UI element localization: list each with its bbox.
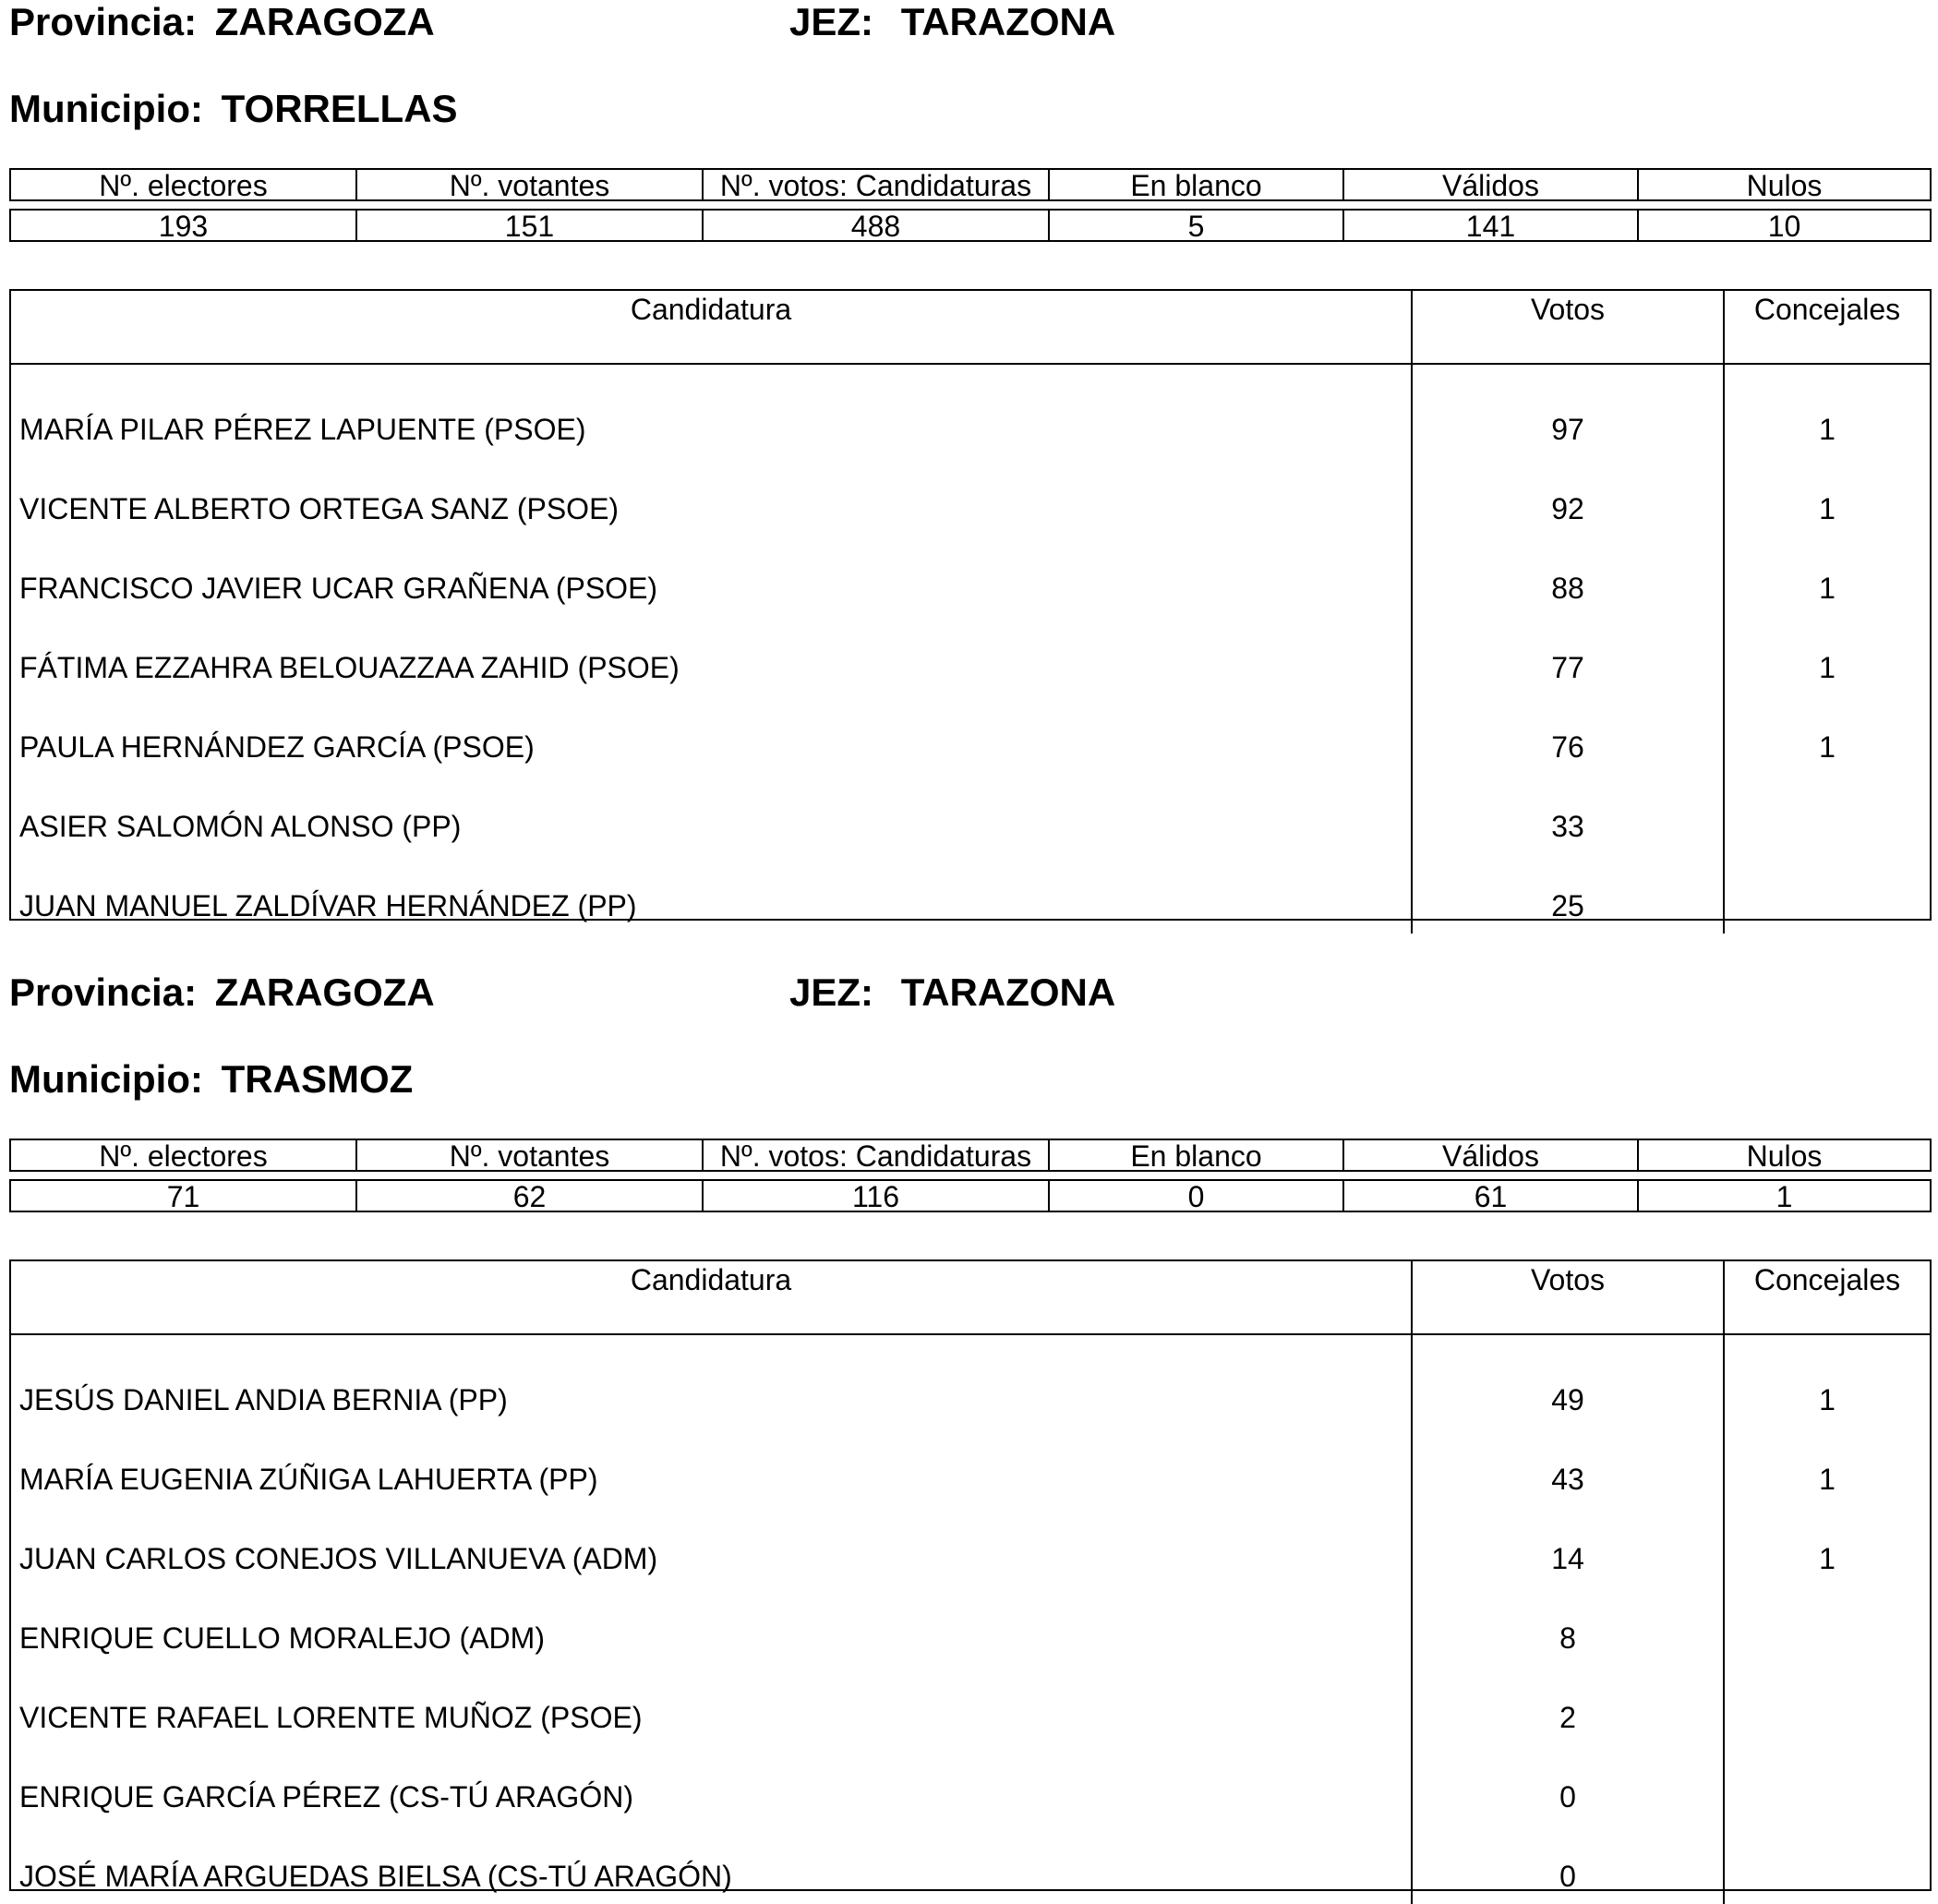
candidate-concejales: 1 <box>1819 730 1836 764</box>
municipio-value: TRASMOZ <box>221 1057 414 1101</box>
summary-value-cell: 193 <box>11 211 357 240</box>
municipio-label: Municipio: <box>9 87 203 130</box>
candidates-table <box>9 289 1932 921</box>
table-row <box>11 1586 1930 1666</box>
candidate-concejales <box>1725 1825 1930 1904</box>
provincia-label: Provincia: <box>9 970 198 1014</box>
summary-value-cell: 10 <box>1767 211 1801 240</box>
candidate-name: JUAN CARLOS CONEJOS VILLANUEVA (ADM) <box>11 1507 1413 1586</box>
municipio-label: Municipio: <box>9 1057 203 1101</box>
table-row <box>11 1428 1930 1507</box>
concejales-header: Concejales <box>1753 1263 1901 1296</box>
jez-value: TARAZONA <box>900 0 1116 43</box>
candidate-votos: 77 <box>1413 616 1725 695</box>
candidate-votos: 43 <box>1413 1428 1725 1507</box>
summary-table <box>9 168 1932 244</box>
candidate-votos: 2 <box>1413 1666 1725 1745</box>
table-row <box>11 1666 1930 1745</box>
summary-value-cell: 116 <box>704 1181 1050 1211</box>
table-row <box>11 1507 1930 1586</box>
candidate-concejales: 1 <box>1819 1542 1836 1575</box>
candidate-concejales <box>1725 1586 1930 1666</box>
candidate-name: JESÚS DANIEL ANDIA BERNIA (PP) <box>11 1335 1413 1428</box>
candidate-concejales: 1 <box>1819 492 1836 525</box>
provincia-label: Provincia: <box>9 0 198 43</box>
table-row <box>11 616 1930 695</box>
jez-value: TARAZONA <box>900 970 1116 1014</box>
candidates-body <box>11 1335 1930 1904</box>
summary-table <box>9 1139 1932 1214</box>
table-row <box>11 457 1930 536</box>
summary-value-cell: 488 <box>704 211 1050 240</box>
summary-value-cell: 1 <box>1775 1181 1793 1211</box>
summary-header-cell: Nulos <box>1746 1140 1823 1170</box>
provincia-heading <box>9 0 435 44</box>
candidate-concejales: 1 <box>1819 1463 1836 1496</box>
candidate-concejales <box>1725 775 1930 854</box>
table-row <box>11 854 1930 934</box>
candidate-votos: 92 <box>1413 457 1725 536</box>
candidate-name: ENRIQUE CUELLO MORALEJO (ADM) <box>11 1586 1413 1666</box>
candidate-concejales: 1 <box>1819 1383 1836 1416</box>
municipio-heading <box>9 87 458 131</box>
candidate-name: ENRIQUE GARCÍA PÉREZ (CS-TÚ ARAGÓN) <box>11 1745 1413 1825</box>
provincia-value: ZARAGOZA <box>214 970 435 1014</box>
summary-value-cell: 62 <box>357 1181 704 1211</box>
candidate-name: PAULA HERNÁNDEZ GARCÍA (PSOE) <box>11 695 1413 775</box>
votos-header: Votos <box>1413 291 1725 363</box>
summary-value-cell: 151 <box>357 211 704 240</box>
jez-label: JEZ: <box>789 0 874 43</box>
candidate-concejales: 1 <box>1819 413 1836 446</box>
summary-value-row <box>9 209 1932 242</box>
candidate-concejales <box>1725 854 1930 934</box>
candidate-votos: 33 <box>1413 775 1725 854</box>
summary-value-cell: 71 <box>11 1181 357 1211</box>
summary-header-cell: Nulos <box>1746 170 1823 199</box>
candidate-votos: 76 <box>1413 695 1725 775</box>
candidate-name: VICENTE RAFAEL LORENTE MUÑOZ (PSOE) <box>11 1666 1413 1745</box>
candidate-concejales: 1 <box>1819 572 1836 605</box>
candidate-votos: 0 <box>1413 1825 1725 1904</box>
summary-header-cell: Nº. votos: Candidaturas <box>704 1140 1050 1170</box>
candidate-concejales <box>1725 1745 1930 1825</box>
candidates-table <box>9 1259 1932 1891</box>
provincia-value: ZARAGOZA <box>214 0 435 43</box>
candidate-concejales: 1 <box>1819 651 1836 684</box>
candidatura-header: Candidatura <box>11 291 1413 363</box>
table-row <box>11 775 1930 854</box>
jez-heading <box>789 970 1115 1015</box>
municipio-value: TORRELLAS <box>221 87 458 130</box>
summary-header-row <box>9 1139 1932 1172</box>
table-row <box>11 1745 1930 1825</box>
candidate-concejales <box>1725 1666 1930 1745</box>
summary-header-cell: Válidos <box>1344 1140 1639 1170</box>
summary-header-cell: Nº. votos: Candidaturas <box>704 170 1050 199</box>
summary-value-cell: 61 <box>1344 1181 1639 1211</box>
candidate-name: ASIER SALOMÓN ALONSO (PP) <box>11 775 1413 854</box>
summary-header-cell: Nº. electores <box>11 1140 357 1170</box>
summary-header-cell: Nº. electores <box>11 170 357 199</box>
table-row <box>11 695 1930 775</box>
candidate-votos: 0 <box>1413 1745 1725 1825</box>
table-row <box>11 1335 1930 1428</box>
summary-value-row <box>9 1179 1932 1212</box>
candidate-votos: 25 <box>1413 854 1725 934</box>
table-row <box>11 365 1930 457</box>
votos-header: Votos <box>1413 1261 1725 1333</box>
candidate-name: VICENTE ALBERTO ORTEGA SANZ (PSOE) <box>11 457 1413 536</box>
candidate-name: FRANCISCO JAVIER UCAR GRAÑENA (PSOE) <box>11 536 1413 616</box>
candidate-votos: 97 <box>1413 365 1725 457</box>
table-row <box>11 536 1930 616</box>
summary-value-cell: 0 <box>1050 1181 1344 1211</box>
concejales-header: Concejales <box>1753 293 1901 326</box>
candidate-name: JOSÉ MARÍA ARGUEDAS BIELSA (CS-TÚ ARAGÓN) <box>11 1825 1413 1904</box>
summary-header-cell: Nº. votantes <box>357 170 704 199</box>
candidate-votos: 88 <box>1413 536 1725 616</box>
candidate-votos: 8 <box>1413 1586 1725 1666</box>
candidate-name: FÁTIMA EZZAHRA BELOUAZZAA ZAHID (PSOE) <box>11 616 1413 695</box>
candidate-votos: 14 <box>1413 1507 1725 1586</box>
candidate-votos: 49 <box>1413 1335 1725 1428</box>
jez-label: JEZ: <box>789 970 874 1014</box>
summary-header-cell: Válidos <box>1344 170 1639 199</box>
candidates-header-row <box>11 291 1930 365</box>
municipio-heading <box>9 1057 413 1102</box>
summary-header-cell: Nº. votantes <box>357 1140 704 1170</box>
candidate-name: MARÍA EUGENIA ZÚÑIGA LAHUERTA (PP) <box>11 1428 1413 1507</box>
table-row <box>11 1825 1930 1904</box>
candidate-name: MARÍA PILAR PÉREZ LAPUENTE (PSOE) <box>11 365 1413 457</box>
provincia-heading <box>9 970 435 1015</box>
summary-header-row <box>9 168 1932 201</box>
summary-header-cell: En blanco <box>1050 1140 1344 1170</box>
candidate-name: JUAN MANUEL ZALDÍVAR HERNÁNDEZ (PP) <box>11 854 1413 934</box>
summary-value-cell: 5 <box>1050 211 1344 240</box>
jez-heading <box>789 0 1115 44</box>
candidatura-header: Candidatura <box>11 1261 1413 1333</box>
summary-header-cell: En blanco <box>1050 170 1344 199</box>
candidates-body <box>11 365 1930 934</box>
summary-value-cell: 141 <box>1344 211 1639 240</box>
candidates-header-row <box>11 1261 1930 1335</box>
